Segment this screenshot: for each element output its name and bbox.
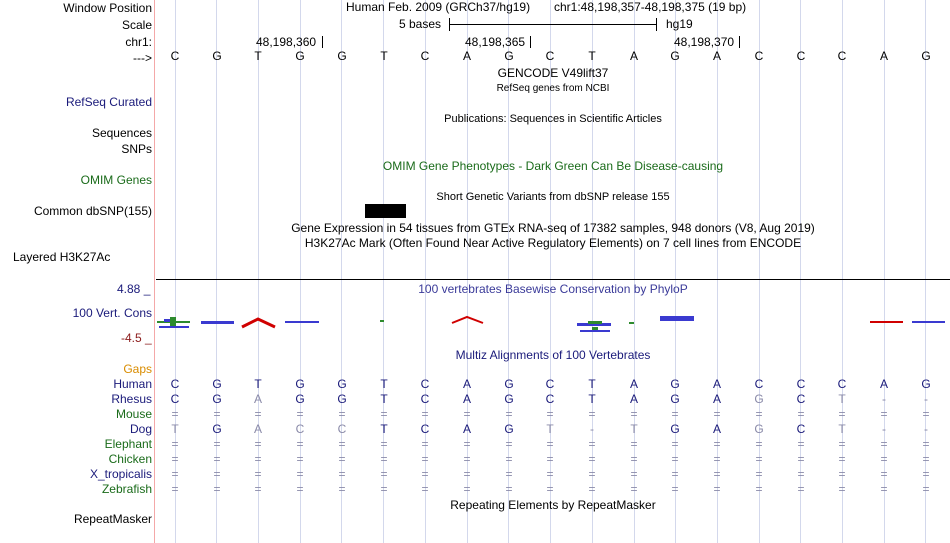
alignment-base: = [380, 467, 388, 481]
conservation-logo [156, 312, 950, 332]
alignment-base: = [797, 437, 805, 451]
alignment-base: C [545, 377, 555, 391]
alignment-base: = [505, 452, 513, 466]
gtex-description: Gene Expression in 54 tissues from GTEx RNA-seq of 17382 samples, 948 donors (V8, Aug 2019) [291, 221, 815, 235]
alignment-base: A [712, 392, 721, 406]
reference-base: C [796, 49, 806, 63]
alignment-base: A [629, 392, 638, 406]
reference-base: T [254, 49, 262, 63]
alignment-base: = [171, 407, 179, 421]
cons-mark [159, 326, 189, 328]
alignment-base: = [838, 452, 846, 466]
omim-track-label[interactable]: OMIM Genes [80, 173, 152, 187]
ruler-label-1: 48,198,360 [256, 35, 317, 49]
alignment-base: G [754, 422, 764, 436]
alignment-base: - [590, 422, 594, 436]
scale-text: 5 bases [399, 17, 442, 31]
refseq-track-label[interactable]: RefSeq Curated [65, 95, 152, 109]
cons-mark [380, 320, 384, 322]
alignment-base: = [922, 452, 930, 466]
species-label[interactable]: Rhesus [111, 392, 152, 406]
alignment-base: G [504, 422, 514, 436]
alignment-base: C [295, 422, 305, 436]
alignment-base: = [880, 437, 888, 451]
alignment-base: = [421, 467, 429, 481]
alignment-base: G [670, 422, 680, 436]
alignment-base: = [671, 437, 679, 451]
alignment-base: = [254, 452, 262, 466]
alignment-base: A [462, 422, 471, 436]
reference-base: A [629, 49, 638, 63]
reference-base: A [879, 49, 888, 63]
ruler-tick [739, 36, 740, 48]
alignment-base: C [796, 392, 806, 406]
alignment-base: = [254, 482, 262, 496]
alignment-base: = [797, 467, 805, 481]
cons-mark [170, 317, 176, 326]
alignment-base: = [380, 482, 388, 496]
alignment-base: = [755, 452, 763, 466]
alignment-base: G [504, 392, 514, 406]
track-separator [156, 279, 950, 280]
alignment-base: = [838, 467, 846, 481]
alignment-base: T [838, 392, 846, 406]
alignment-base: = [838, 437, 846, 451]
alignment-base: = [171, 452, 179, 466]
alignment-base: = [338, 407, 346, 421]
alignment-base: = [922, 407, 930, 421]
position-readout: chr1:48,198,357-48,198,375 (19 bp) [554, 0, 747, 14]
cons-mark [588, 321, 602, 324]
alignment-base: = [755, 482, 763, 496]
cons-mark [870, 321, 903, 323]
assembly-title: Human Feb. 2009 (GRCh37/hg19) [346, 0, 531, 14]
reference-base: C [420, 49, 430, 63]
cons-mark [452, 317, 483, 323]
alignment-base: C [170, 377, 180, 391]
scale-label[interactable]: Scale [121, 18, 152, 32]
species-label[interactable]: Human [113, 377, 152, 391]
alignment-base: = [838, 482, 846, 496]
species-label[interactable]: Chicken [108, 452, 152, 466]
alignment-base: = [630, 407, 638, 421]
alignment-base: = [797, 452, 805, 466]
alignment-base: = [880, 482, 888, 496]
alignment-base: = [713, 407, 721, 421]
gutter-divider [154, 0, 155, 543]
alignment-base: A [253, 392, 262, 406]
alignment-base: A [462, 392, 471, 406]
alignment-base: A [712, 422, 721, 436]
alignment-base: = [713, 437, 721, 451]
alignment-base: = [546, 452, 554, 466]
alignment-base: A [879, 377, 888, 391]
phylop-description: 100 vertebrates Basewise Conservation by PhyloP [418, 282, 688, 296]
alignment-base: = [463, 467, 471, 481]
alignment-base: A [462, 377, 471, 391]
reference-base: A [712, 49, 721, 63]
alignment-base: G [754, 392, 764, 406]
alignment-base: = [630, 467, 638, 481]
alignment-base: T [588, 377, 596, 391]
alignment-base: C [420, 392, 430, 406]
alignment-base: = [588, 437, 596, 451]
alignment-base: C [545, 392, 555, 406]
alignment-base: - [882, 392, 886, 406]
reference-base: G [921, 49, 931, 63]
cons-mark [592, 327, 598, 330]
alignment-base: = [671, 407, 679, 421]
h3k27ac-description: H3K27Ac Mark (Often Found Near Active Regulatory Elements) on 7 cell lines from ENCODE [304, 236, 802, 250]
alignment-base: = [588, 407, 596, 421]
dbsnp-variant-block[interactable] [365, 204, 406, 218]
ruler-tick [322, 36, 323, 48]
species-label[interactable]: Elephant [104, 437, 152, 451]
alignment-base: = [588, 482, 596, 496]
reference-base: A [462, 49, 471, 63]
cons-mark [660, 316, 694, 321]
repeatmasker-description: Repeating Elements by RepeatMasker [450, 498, 656, 512]
cons-mark [201, 321, 234, 324]
alignment-base: = [338, 467, 346, 481]
species-label[interactable]: Zebrafish [101, 482, 152, 496]
alignment-base: C [796, 377, 806, 391]
reference-base: G [295, 49, 305, 63]
alignment-base: = [546, 437, 554, 451]
alignment-base: = [755, 467, 763, 481]
alignment-base: A [712, 377, 721, 391]
alignment-base: = [380, 407, 388, 421]
alignment-base: - [882, 422, 886, 436]
alignment-base: A [253, 422, 262, 436]
alignment-base: = [213, 467, 221, 481]
alignment-base: = [838, 407, 846, 421]
alignment-base: = [630, 437, 638, 451]
reference-base: C [754, 49, 764, 63]
cons-mark [242, 319, 275, 327]
alignment-base: - [924, 392, 928, 406]
chrom-label[interactable]: chr1: [125, 35, 152, 49]
alignment-base: C [170, 392, 180, 406]
alignment-base: = [922, 467, 930, 481]
alignment-base: = [421, 407, 429, 421]
window-position-label[interactable]: Window Position [63, 1, 152, 15]
ruler-tick [530, 36, 531, 48]
alignment-base: = [213, 407, 221, 421]
alignment-base: = [630, 452, 638, 466]
alignment-base: = [671, 482, 679, 496]
alignment-base: T [546, 422, 554, 436]
alignment-base: = [296, 467, 304, 481]
alignment-base: = [671, 467, 679, 481]
alignment-base: = [338, 452, 346, 466]
alignment-base: C [796, 422, 806, 436]
alignment-base: = [296, 482, 304, 496]
alignment-base: = [213, 482, 221, 496]
alignment-base: = [254, 407, 262, 421]
reference-base: G [670, 49, 680, 63]
alignment-base: = [421, 452, 429, 466]
alignment-base: = [254, 437, 262, 451]
alignment-base: C [420, 422, 430, 436]
alignment-base: G [504, 377, 514, 391]
alignment-base: = [505, 407, 513, 421]
alignment-base: = [421, 437, 429, 451]
alignment-base: = [463, 407, 471, 421]
alignment-base: C [420, 377, 430, 391]
alignment-base: = [338, 482, 346, 496]
publications-description: Publications: Sequences in Scientific Articles [444, 113, 662, 125]
scale-db: hg19 [666, 17, 693, 31]
alignment-base: = [421, 482, 429, 496]
repeatmasker-track-label[interactable]: RepeatMasker [73, 512, 152, 526]
cons-track-label[interactable]: 100 Vert. Cons [72, 306, 152, 320]
dbsnp-track-label[interactable]: Common dbSNP(155) [33, 204, 152, 218]
alignment-base: A [629, 377, 638, 391]
alignment-base: = [922, 482, 930, 496]
alignment-base: T [380, 392, 388, 406]
alignment-base: = [171, 482, 179, 496]
cons-mark [285, 321, 319, 323]
alignment-base: G [295, 392, 305, 406]
alignment-base: T [838, 422, 846, 436]
alignment-base: = [880, 467, 888, 481]
alignment-base: = [213, 437, 221, 451]
alignment-base: = [880, 407, 888, 421]
alignment-base: = [797, 407, 805, 421]
alignment-base: G [295, 377, 305, 391]
alignment-base: = [713, 467, 721, 481]
alignment-base: = [671, 452, 679, 466]
alignment-base: = [588, 452, 596, 466]
alignment-base: = [797, 482, 805, 496]
alignment-base: = [505, 437, 513, 451]
snps-track-label[interactable]: SNPs [121, 142, 152, 156]
alignment-base: = [505, 467, 513, 481]
alignment-base: = [296, 407, 304, 421]
alignment-base: G [337, 392, 347, 406]
alignment-base: = [380, 437, 388, 451]
alignment-base: = [546, 407, 554, 421]
refseq-description: RefSeq genes from NCBI [496, 83, 610, 94]
h3k27ac-track-label[interactable]: Layered H3K27Ac [13, 250, 111, 264]
alignment-base: = [171, 467, 179, 481]
species-label[interactable]: Dog [129, 422, 152, 436]
alignment-base: T [171, 422, 179, 436]
gencode-track-title[interactable]: GENCODE V49lift37 [497, 66, 609, 80]
alignment-base: = [296, 452, 304, 466]
reference-base: G [212, 49, 222, 63]
reference-base: G [337, 49, 347, 63]
reference-base: C [170, 49, 180, 63]
reference-base: T [588, 49, 596, 63]
alignment-base: = [630, 482, 638, 496]
alignment-base: = [213, 452, 221, 466]
alignment-base: = [463, 482, 471, 496]
ruler-label-3: 48,198,370 [674, 35, 735, 49]
reference-base: C [545, 49, 555, 63]
cons-mark [580, 330, 610, 332]
alignment-base: = [922, 437, 930, 451]
alignment-base: = [254, 467, 262, 481]
alignment-base: = [505, 482, 513, 496]
alignment-base: T [630, 422, 638, 436]
alignment-base: G [212, 392, 222, 406]
alignment-base: G [337, 377, 347, 391]
dbsnp-description: Short Genetic Variants from dbSNP release 155 [436, 191, 670, 203]
alignment-base: T [380, 377, 388, 391]
alignment-base: = [713, 452, 721, 466]
alignment-base: G [670, 377, 680, 391]
cons-max-value: 4.88 _ [117, 282, 151, 296]
sequences-track-label[interactable]: Sequences [91, 126, 152, 140]
alignment-base: = [296, 437, 304, 451]
alignment-base: = [463, 452, 471, 466]
alignment-base: = [338, 437, 346, 451]
ruler-label-2: 48,198,365 [465, 35, 526, 49]
alignment-base: - [924, 422, 928, 436]
reference-base: T [380, 49, 388, 63]
alignment-base: = [463, 437, 471, 451]
alignment-base: = [546, 482, 554, 496]
gaps-label: Gaps [123, 362, 152, 376]
alignment-base: = [588, 467, 596, 481]
alignment-base: C [337, 422, 347, 436]
alignment-base: = [755, 407, 763, 421]
alignment-base: = [880, 452, 888, 466]
reference-base: G [504, 49, 514, 63]
cons-mark [629, 322, 634, 324]
alignment-base: = [713, 482, 721, 496]
strand-arrow[interactable]: ---> [133, 51, 152, 65]
alignment-base: C [754, 377, 764, 391]
species-label[interactable]: X_tropicalis [89, 467, 152, 481]
alignment-base: C [837, 377, 847, 391]
alignment-base: = [171, 437, 179, 451]
cons-mark [912, 321, 945, 323]
species-label[interactable]: Mouse [115, 407, 152, 421]
alignment-base: G [670, 392, 680, 406]
cons-min-value: -4.5 _ [121, 331, 152, 345]
alignment-base: T [588, 392, 596, 406]
alignment-base: T [254, 377, 262, 391]
alignment-base: = [755, 437, 763, 451]
alignment-base: = [546, 467, 554, 481]
alignment-base: = [380, 452, 388, 466]
alignment-base: G [921, 377, 931, 391]
omim-description: OMIM Gene Phenotypes - Dark Green Can Be Disease-causing [382, 159, 724, 173]
alignment-base: T [380, 422, 388, 436]
multiz-description: Multiz Alignments of 100 Vertebrates [455, 348, 651, 362]
alignment-base: G [212, 422, 222, 436]
alignment-base: G [212, 377, 222, 391]
reference-base: C [837, 49, 847, 63]
